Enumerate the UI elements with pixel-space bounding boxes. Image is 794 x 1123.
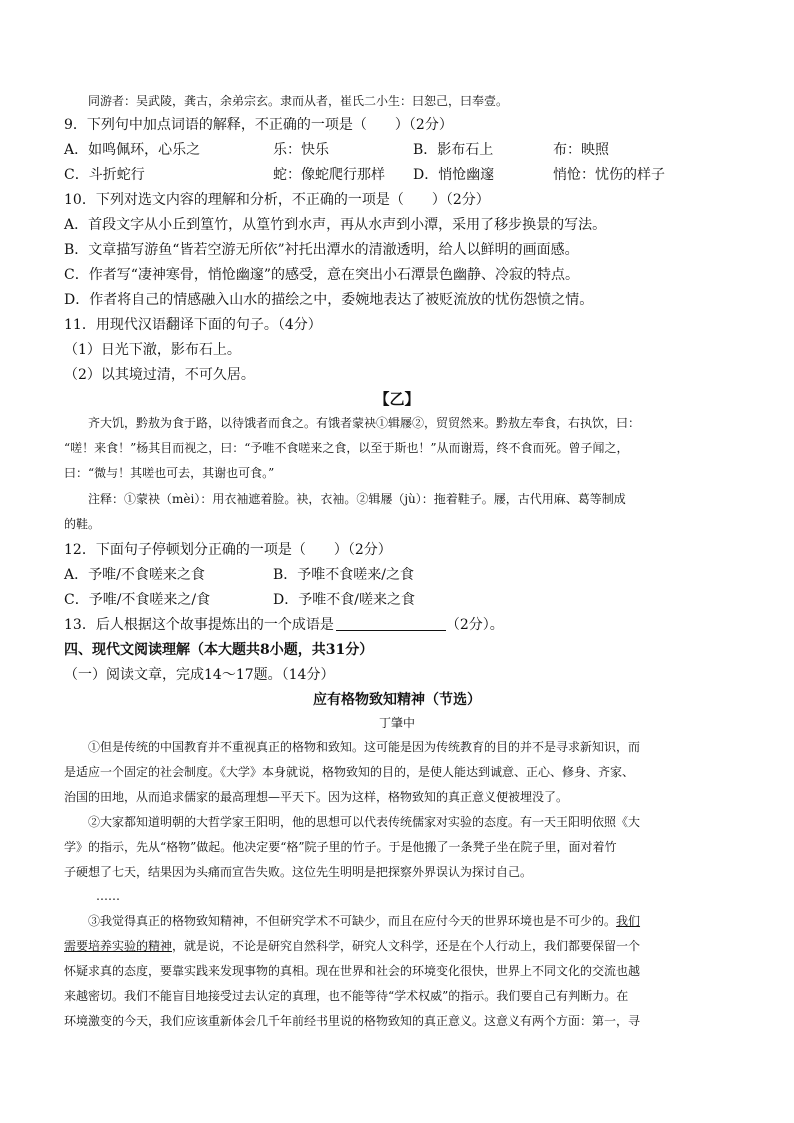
underlined-phrase: 我们 — [616, 914, 641, 928]
paragraph-1-line-3: 治国的田地，从而追求儒家的最高理想—平天下。因为这样，格物致知的真正意义便被埋没了。 — [64, 790, 569, 804]
section-4-subheading: （一）阅读文章，完成14～17题。（14分） — [64, 667, 335, 683]
q9-option-d-gloss: 悄怆：忧伤的样子 — [553, 167, 665, 183]
q12-option-b: B．予唯不食嗟来/之食 — [273, 567, 415, 583]
passage-yi-note-1: 注释：①蒙袂（mèi）：用衣袖遮着脸。袂，衣袖。②辑屦（jù）：拖着鞋子。屦，古代用麻、葛等制成 — [88, 492, 626, 506]
paragraph-2-line-2: 学》的指示，先从“格物”做起。他决定要“格”院子里的竹子。于是他搬了一条凳子坐在院子里，面对着竹 — [64, 840, 617, 854]
companions-line: 同游者：吴武陵，龚古，余弟宗玄。隶而从者，崔氏二小生：曰恕己，曰奉壹。 — [88, 94, 509, 108]
passage-yi-title: 【乙】 — [374, 390, 420, 408]
q12-option-d: D．予唯不食/嗟来之食 — [273, 592, 415, 608]
paragraph-3-line-2 — [64, 937, 640, 955]
paragraph-1-line-2: 是适应一个固定的社会制度。《大学》本身就说，格物致知的目的，是使人能达到诚意、正心、修身、齐家、 — [64, 765, 635, 779]
question-9-stem: 9．下列句中加点词语的解释，不正确的一项是（ ）（2分） — [64, 117, 453, 133]
paragraph-1-line-1: ①但是传统的中国教育并不重视真正的格物和致知。这可能是因为传统教育的目的并不是寻求新知识，而 — [88, 740, 641, 754]
paragraph-2-line-3: 子硬想了七天，结果因为头痛而宣告失败。这位先生明明是把探察外界误认为探讨自己。 — [64, 865, 533, 879]
q12-option-a: A．予唯/不食嗟来之食 — [64, 567, 205, 583]
question-10-stem: 10．下列对选文内容的理解和分析，不正确的一项是（ ）（2分） — [64, 192, 490, 208]
question-11-stem: 11．用现代汉语翻译下面的句子。（4分） — [64, 317, 322, 333]
q9-option-c-gloss: 蛇：像蛇爬行那样 — [273, 167, 385, 183]
q10-option-c: C．作者写“凄神寒骨，悄怆幽邃”的感受，意在突出小石潭景色幽静、冷寂的特点。 — [64, 267, 580, 283]
paragraph-3-text: ，就是说，不论是研究自然科学，研究人文科学，还是在个人行动上，我们都要保留一个 — [172, 939, 641, 953]
paragraph-3-text: ③我觉得真正的格物致知精神，不但研究学术不可缺少，而且在应付今天的世界环境也是不可少的。 — [88, 914, 617, 928]
q10-option-d: D．作者将自己的情感融入山水的描绘之中，委婉地表达了被贬流放的忧伤怨愤之情。 — [64, 292, 594, 308]
q9-option-a: A．如鸣佩环，心乐之 — [64, 142, 201, 158]
q9-option-b-gloss: 布：映照 — [553, 142, 609, 158]
paragraph-3-line-5: 环境激变的今天，我们应该重新体会几千年前经书里说的格物致知的真正意义。这意义有两个方面：第一，寻 — [64, 1014, 641, 1028]
question-13-stem: 13．后人根据这个故事提炼出的一个成语是 — [64, 617, 334, 633]
passage-yi-line-1: 齐大饥，黔敖为食于路，以待饿者而食之。有饿者蒙袂①辑屦②，贸贸然来。黔敖左奉食，右执饮，曰： — [88, 416, 641, 430]
q10-option-a: A．首段文字从小丘到篁竹，从篁竹到水声，再从水声到小潭，采用了移步换景的写法。 — [64, 217, 607, 233]
question-12-stem: 12．下面句子停顿划分正确的一项是（ ）（2分） — [64, 542, 392, 558]
paragraph-3-line-1 — [88, 912, 640, 930]
paragraph-3-line-3: 怀疑求真的态度，要靠实践来发现事物的真相。现在世界和社会的环境变化很快，世界上不同文化的交流也越 — [64, 964, 641, 978]
passage-yi-line-3: 曰：“微与！其嗟也可去，其谢也可食。” — [64, 466, 275, 480]
article-author: 丁肇中 — [378, 716, 415, 730]
answer-blank[interactable] — [336, 616, 446, 631]
article-title: 应有格物致知精神（节选） — [313, 692, 481, 708]
q9-option-a-gloss: 乐：快乐 — [273, 142, 329, 158]
question-13 — [64, 615, 504, 635]
passage-yi-note-2: 的鞋。 — [64, 517, 101, 531]
q11-sentence-2: （2）以其境过清，不可久居。 — [64, 367, 255, 383]
passage-yi-line-2: “嗟！来食！”杨其目而视之，曰：“予唯不食嗟来之食，以至于斯也！”从而谢焉，终不食而死。曾子闻之， — [64, 441, 629, 455]
ellipsis: …… — [96, 889, 120, 903]
q10-option-b: B．文章描写游鱼“皆若空游无所依”衬托出潭水的清澈透明，给人以鲜明的画面感。 — [64, 242, 579, 258]
paragraph-3-line-4: 来越密切。我们不能盲目地接受过去认定的真理，也不能等待“学术权威”的指示。我们要自己有判断力。在 — [64, 989, 629, 1003]
question-13-points: （2分）。 — [445, 617, 504, 633]
q11-sentence-1: （1）日光下澈，影布石上。 — [64, 342, 241, 358]
underlined-phrase-continued: 需要培养实验的精神 — [64, 939, 173, 953]
paragraph-2-line-1: ②大家都知道明朝的大哲学家王阳明，他的思想可以代表传统儒家对实验的态度。有一天王阳明依照《大 — [88, 815, 641, 829]
q9-option-b: B．影布石上 — [413, 142, 494, 158]
q9-option-d: D．悄怆幽邃 — [413, 167, 495, 183]
q12-option-c: C．予唯/不食嗟来之/食 — [64, 592, 211, 608]
q9-option-c: C．斗折蛇行 — [64, 167, 145, 183]
section-4-heading: 四、现代文阅读理解（本大题共8小题，共31分） — [64, 642, 374, 658]
